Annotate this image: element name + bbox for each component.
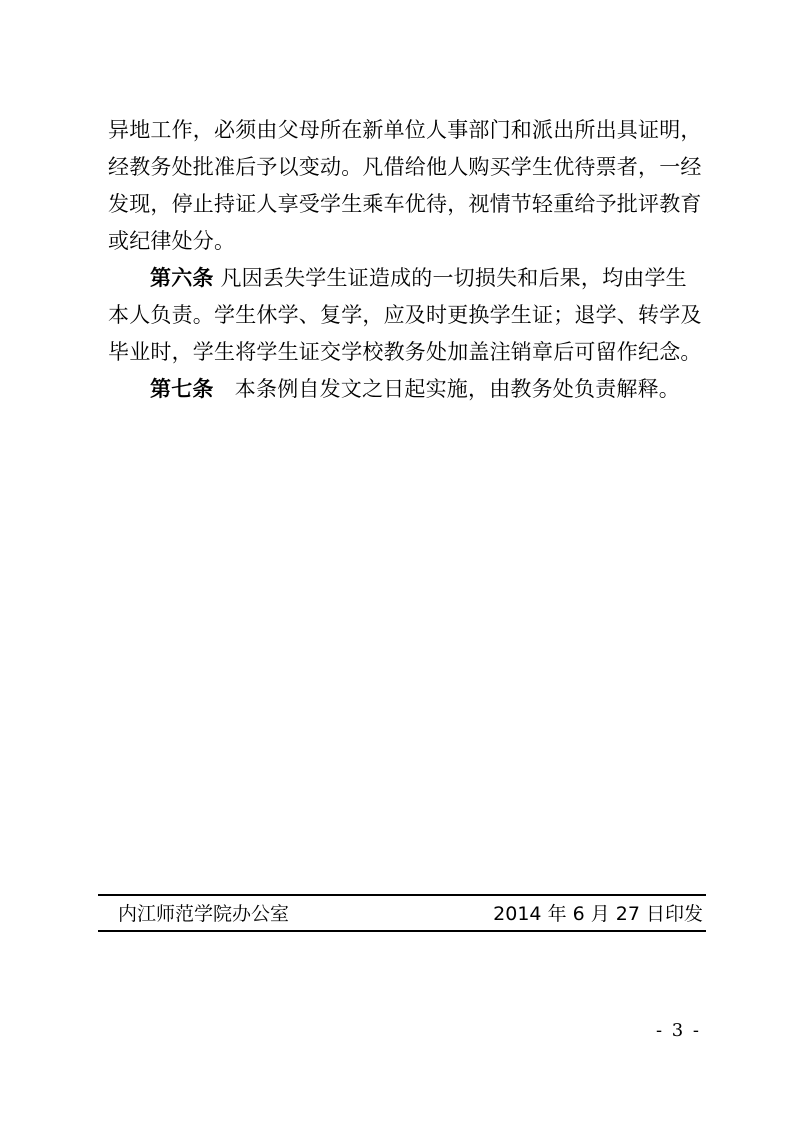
footer-date: 2014 年 6 月 27 日印发 <box>493 903 703 925</box>
page-number: - 3 - <box>655 1020 701 1041</box>
body-line-2: 经教务处批准后予以变动。凡借给他人购买学生优待票者，一经 <box>108 155 702 179</box>
article-6-line-3: 毕业时，学生将学生证交学校教务处加盖注销章后可留作纪念。 <box>108 340 702 364</box>
article-7-line <box>150 375 680 403</box>
footer-bottom-rule <box>98 930 706 932</box>
body-line-3: 发现，停止持证人享受学生乘车优待，视情节轻重给予批评教育 <box>108 192 702 216</box>
body-line-4: 或纪律处分。 <box>108 229 236 253</box>
article-7-heading: 第七条 <box>150 377 214 401</box>
article-6-text: 凡因丢失学生证造成的一切损失和后果，均由学生 <box>213 266 687 290</box>
body-line-1: 异地工作，必须由父母所在新单位人事部门和派出所出具证明， <box>108 118 702 142</box>
article-6-heading: 第六条 <box>150 266 214 290</box>
article-6-line-2: 本人负责。学生休学、复学，应及时更换学生证；退学、转学及 <box>108 303 702 327</box>
footer-top-rule <box>98 894 706 896</box>
footer-issuer: 内江师范学院办公室 <box>118 903 290 925</box>
article-6-line-1 <box>150 264 687 292</box>
article-7-text: 本条例自发文之日起实施，由教务处负责解释。 <box>213 377 681 401</box>
